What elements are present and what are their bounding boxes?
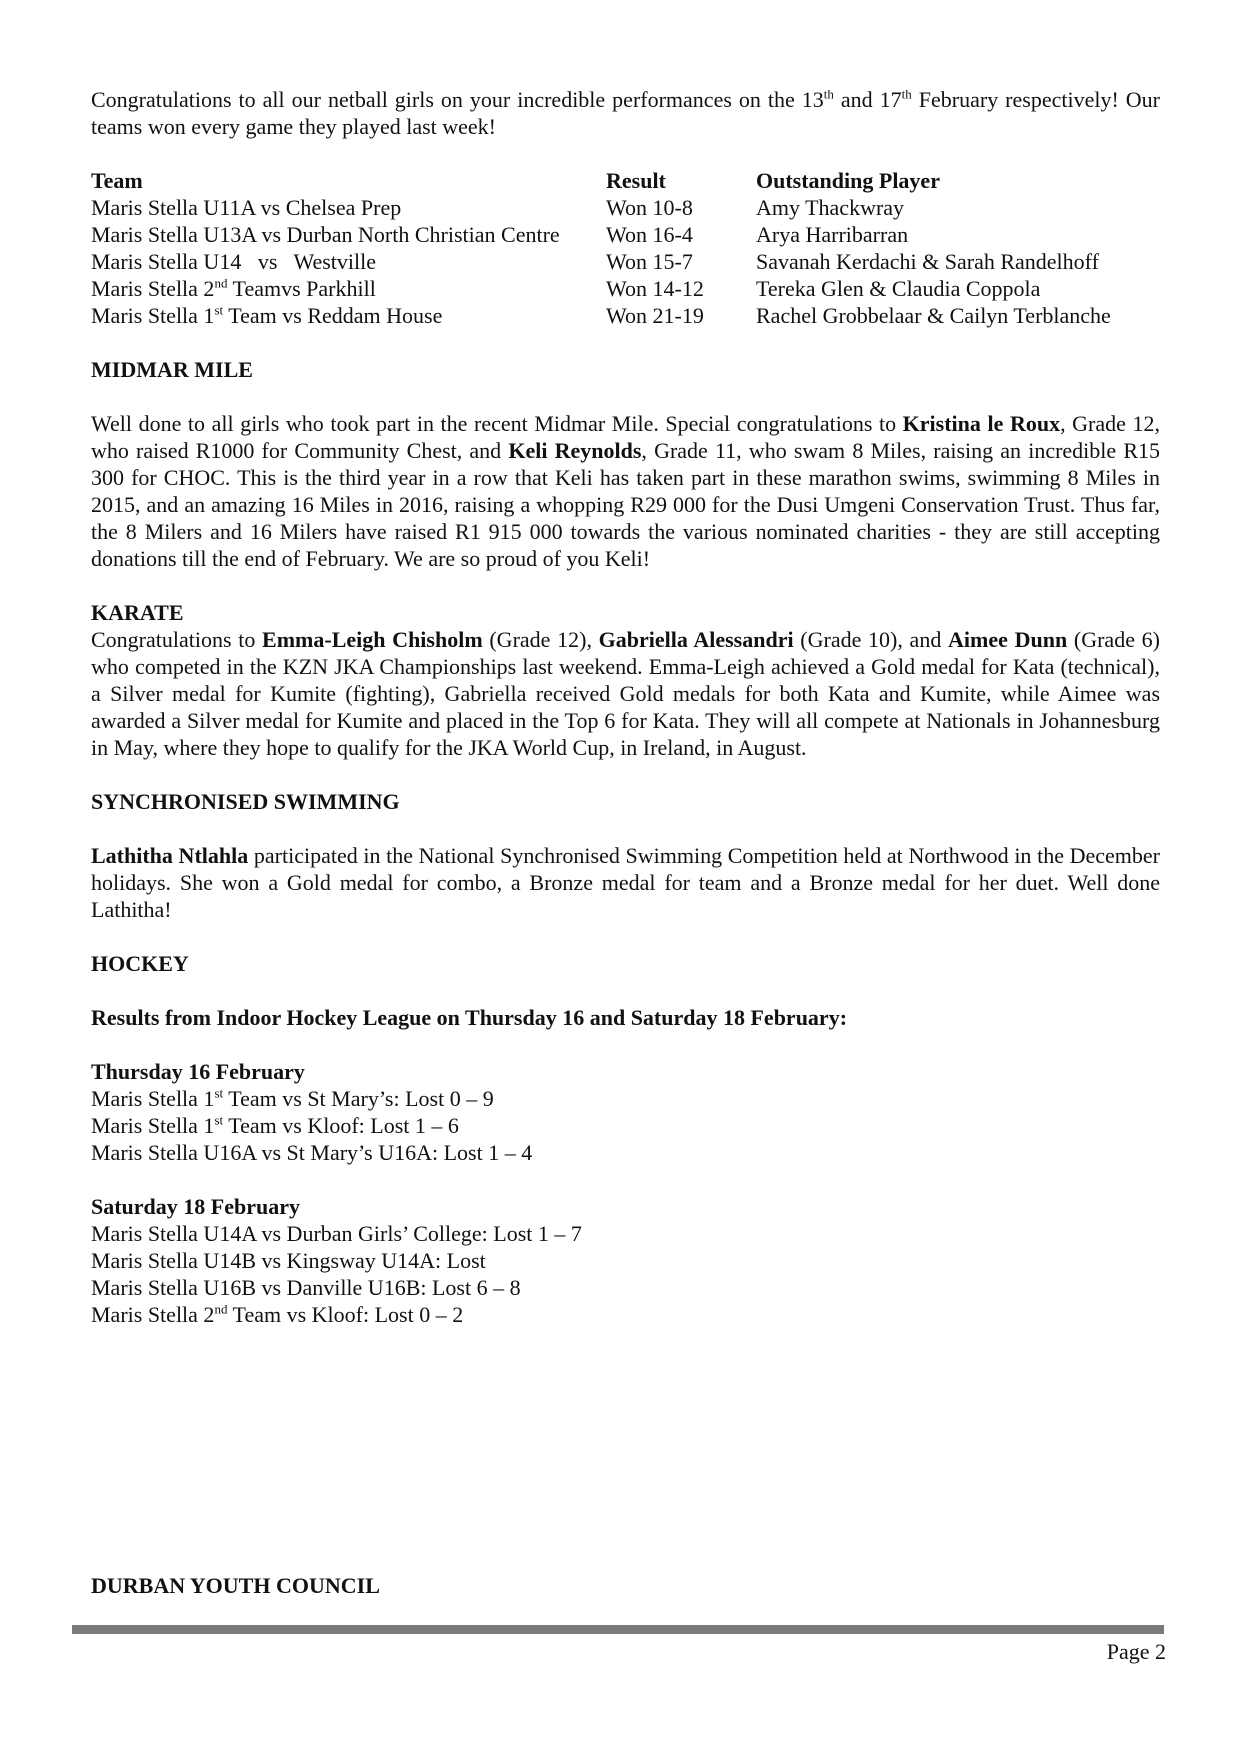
document-page: [91, 86, 1160, 1328]
result-line: [91, 1085, 1160, 1112]
result-text: Maris Stella U16A vs St Mary’s U16A: Lost 1 – 4: [91, 1140, 533, 1165]
result-text: Team vs St Mary’s: Lost 0 – 9: [223, 1086, 494, 1111]
athlete-name: Keli Reynolds: [508, 438, 642, 463]
netball-intro: [91, 86, 1160, 140]
result-line: [91, 1220, 1160, 1247]
hockey-heading: HOCKEY: [91, 951, 189, 976]
intro-text: and 17: [833, 87, 902, 112]
body-text: (Grade 12),: [482, 627, 599, 652]
athlete-name: Kristina le Roux: [902, 411, 1061, 436]
result-text: Maris Stella 1: [91, 1113, 215, 1138]
page-number: Page 2: [1106, 1639, 1166, 1664]
karate-paragraph: [91, 626, 1160, 761]
player-cell: Savanah Kerdachi & Sarah Randelhoff: [756, 249, 1099, 274]
result-line: [91, 1247, 1160, 1274]
superscript: st: [214, 1085, 224, 1101]
result-cell: Won 21-19: [606, 303, 704, 328]
synchro-heading: SYNCHRONISED SWIMMING: [91, 789, 400, 814]
player-cell: Rachel Grobbelaar & Cailyn Terblanche: [756, 303, 1111, 328]
athlete-name: Aimee Dunn: [948, 627, 1068, 652]
karate-heading: KARATE: [91, 600, 184, 625]
player-header: Outstanding Player: [756, 168, 940, 193]
team-header: Team: [91, 168, 143, 193]
team-name: Maris Stella U14 vs Westville: [91, 249, 377, 274]
body-text: Congratulations to: [91, 627, 263, 652]
netball-results-table: [91, 167, 1160, 329]
team-name: Maris Stella 2: [91, 276, 215, 301]
result-cell: Won 16-4: [606, 222, 693, 247]
team-name: Teamvs Parkhill: [227, 276, 376, 301]
result-line: [91, 1112, 1160, 1139]
table-row: [91, 275, 1160, 302]
team-cell: [91, 221, 606, 248]
team-name: Maris Stella 1: [91, 303, 215, 328]
result-header: Result: [606, 168, 666, 193]
body-text: (Grade 6) who competed in the KZN JKA Championships last weekend. Emma-Leigh achieved a Gold medal for Kata (technical), a Silver medal for Kumite (fighting), Gabriella received Gold medals for both Kata and Kumite, while Aimee was awarded a Silver medal for Kumite and placed in the Top 6 for Kata. They will all compete at Nationals in Johannesburg in May, where they hope to qualify for the JKA World Cup, in Ireland, in August.: [91, 627, 1160, 760]
table-row: [91, 221, 1160, 248]
table-row: [91, 302, 1160, 329]
result-cell: Won 10-8: [606, 195, 693, 220]
result-text: Maris Stella 2: [91, 1302, 215, 1327]
body-text: , Grade 12, who raised R1000 for Community Chest, and: [91, 411, 1160, 463]
hockey-subheading: Results from Indoor Hockey League on Thursday 16 and Saturday 18 February:: [91, 1005, 848, 1030]
body-text: participated in the National Synchronised Swimming Competition held at Northwood in the December holidays. She won a Gold medal for combo, a Bronze medal for team and a Bronze medal for her duet. Well done Lathitha!: [91, 843, 1160, 922]
team-name: Team vs Reddam House: [223, 303, 443, 328]
table-header-row: [91, 167, 1160, 194]
result-cell: Won 14-12: [606, 276, 704, 301]
midmar-paragraph: [91, 410, 1160, 572]
superscript: st: [214, 1112, 224, 1128]
superscript: nd: [214, 1301, 228, 1317]
superscript: th: [901, 86, 912, 102]
synchro-paragraph: [91, 842, 1160, 923]
result-text: Team vs Kloof: Lost 1 – 6: [223, 1113, 459, 1138]
player-cell: Amy Thackwray: [756, 195, 905, 220]
result-line: [91, 1274, 1160, 1301]
table-row: [91, 194, 1160, 221]
athlete-name: Lathitha Ntlahla: [91, 843, 249, 868]
result-text: Maris Stella U14B vs Kingsway U14A: Lost: [91, 1248, 486, 1273]
result-text: Maris Stella 1: [91, 1086, 215, 1111]
body-text: (Grade 10), and: [793, 627, 949, 652]
team-cell: [91, 275, 606, 302]
result-text: Team vs Kloof: Lost 0 – 2: [227, 1302, 464, 1327]
athlete-name: Gabriella Alessandri: [598, 627, 794, 652]
body-text: Well done to all girls who took part in the recent Midmar Mile. Special congratulations to: [91, 411, 903, 436]
intro-text: Congratulations to all our netball girls on your incredible performances on the 13: [91, 87, 824, 112]
footer-divider: [72, 1625, 1164, 1634]
player-cell: Tereka Glen & Claudia Coppola: [756, 276, 1041, 301]
superscript: nd: [214, 275, 228, 291]
saturday-title: Saturday 18 February: [91, 1194, 300, 1219]
superscript: st: [214, 302, 224, 318]
team-name: Maris Stella U11A vs Chelsea Prep: [91, 195, 402, 220]
intro-text: February respectively! Our teams won every game they played last week!: [91, 87, 1161, 139]
player-cell: Arya Harribarran: [756, 222, 909, 247]
body-text: , Grade 11, who swam 8 Miles, raising an incredible R15 300 for CHOC. This is the third year in a row that Keli has taken part in these marathon swims, swimming 8 Miles in 2015, and an amazing 16 Miles in 2016, raising a whopping R29 000 for the Dusi Umgeni Conservation Trust. Thus far, the 8 Milers and 16 Milers have raised R1 915 000 towards the various nominated charities - they are still accepting donations till the end of February. We are so proud of you Keli!: [91, 438, 1160, 571]
team-cell: [91, 248, 606, 275]
result-line: [91, 1139, 1160, 1166]
team-name: Maris Stella U13A vs Durban North Christian Centre: [91, 222, 560, 247]
midmar-heading: MIDMAR MILE: [91, 357, 253, 382]
thursday-title: Thursday 16 February: [91, 1059, 305, 1084]
result-cell: Won 15-7: [606, 249, 693, 274]
team-cell: [91, 194, 606, 221]
athlete-name: Emma-Leigh Chisholm: [262, 627, 483, 652]
result-line: [91, 1301, 1160, 1328]
durban-youth-heading: DURBAN YOUTH COUNCIL: [91, 1573, 380, 1598]
superscript: th: [823, 86, 834, 102]
team-cell: [91, 302, 606, 329]
result-text: Maris Stella U16B vs Danville U16B: Lost 6 – 8: [91, 1275, 521, 1300]
table-row: [91, 248, 1160, 275]
result-text: Maris Stella U14A vs Durban Girls’ College: Lost 1 – 7: [91, 1221, 582, 1246]
